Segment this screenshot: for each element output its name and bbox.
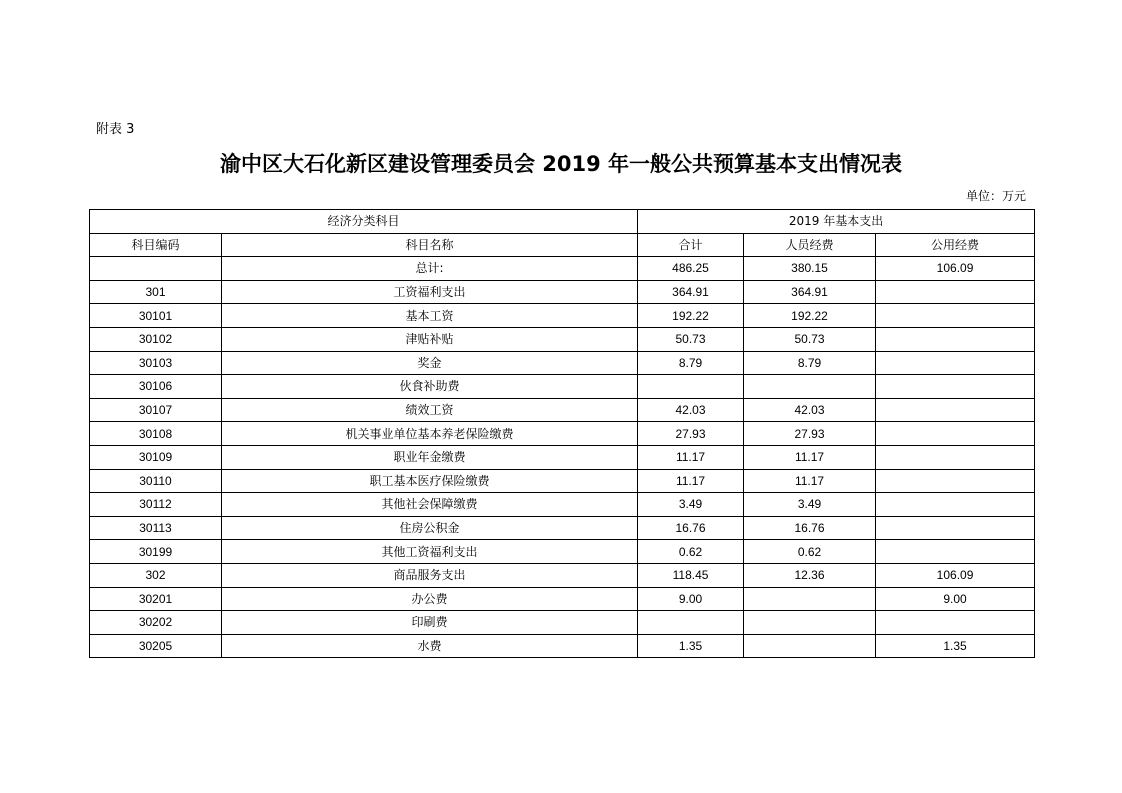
cell-name: 工资福利支出 xyxy=(222,280,638,304)
economic-category-header: 经济分类科目 xyxy=(90,210,638,234)
cell-code: 30199 xyxy=(90,540,222,564)
cell-name: 办公费 xyxy=(222,587,638,611)
cell-name: 机关事业单位基本养老保险缴费 xyxy=(222,422,638,446)
cell-name: 基本工资 xyxy=(222,304,638,328)
cell-name: 其他工资福利支出 xyxy=(222,540,638,564)
cell-total: 486.25 xyxy=(638,257,744,281)
column-header-code: 科目编码 xyxy=(90,233,222,257)
cell-name: 伙食补助费 xyxy=(222,375,638,399)
cell-public: 106.09 xyxy=(876,563,1035,587)
table-row xyxy=(90,304,1035,328)
table-row xyxy=(90,351,1035,375)
cell-public xyxy=(876,327,1035,351)
table-row xyxy=(90,563,1035,587)
cell-name: 水费 xyxy=(222,634,638,658)
cell-name: 职业年金缴费 xyxy=(222,445,638,469)
cell-code: 30102 xyxy=(90,327,222,351)
cell-total: 3.49 xyxy=(638,493,744,517)
cell-code: 30103 xyxy=(90,351,222,375)
table-row xyxy=(90,398,1035,422)
column-header-row xyxy=(90,233,1035,257)
table-row xyxy=(90,493,1035,517)
cell-personnel xyxy=(744,375,876,399)
cell-total: 9.00 xyxy=(638,587,744,611)
page-title: 渝中区大石化新区建设管理委员会 2019 年一般公共预算基本支出情况表 xyxy=(219,152,903,176)
cell-public: 1.35 xyxy=(876,634,1035,658)
cell-personnel: 16.76 xyxy=(744,516,876,540)
cell-total: 1.35 xyxy=(638,634,744,658)
cell-code: 302 xyxy=(90,563,222,587)
cell-name: 住房公积金 xyxy=(222,516,638,540)
cell-code xyxy=(90,257,222,281)
table-row xyxy=(90,257,1035,281)
table-row xyxy=(90,540,1035,564)
cell-code: 30201 xyxy=(90,587,222,611)
cell-personnel: 364.91 xyxy=(744,280,876,304)
group-header-row xyxy=(90,210,1035,234)
cell-personnel: 3.49 xyxy=(744,493,876,517)
cell-public: 9.00 xyxy=(876,587,1035,611)
cell-name: 总计: xyxy=(222,257,638,281)
cell-code: 30110 xyxy=(90,469,222,493)
table-row xyxy=(90,327,1035,351)
column-header-personnel: 人员经费 xyxy=(744,233,876,257)
cell-public xyxy=(876,540,1035,564)
cell-public xyxy=(876,280,1035,304)
basic-expenditure-header: 2019 年基本支出 xyxy=(638,210,1035,234)
cell-name: 绩效工资 xyxy=(222,398,638,422)
cell-total: 11.17 xyxy=(638,469,744,493)
cell-public xyxy=(876,398,1035,422)
cell-total xyxy=(638,611,744,635)
table-row xyxy=(90,516,1035,540)
cell-personnel: 11.17 xyxy=(744,469,876,493)
cell-name: 商品服务支出 xyxy=(222,563,638,587)
annex-label: 附表 3 xyxy=(96,122,135,137)
cell-personnel: 8.79 xyxy=(744,351,876,375)
cell-public xyxy=(876,469,1035,493)
cell-total: 118.45 xyxy=(638,563,744,587)
cell-personnel: 192.22 xyxy=(744,304,876,328)
cell-name: 职工基本医疗保险缴费 xyxy=(222,469,638,493)
cell-total: 192.22 xyxy=(638,304,744,328)
cell-public xyxy=(876,304,1035,328)
cell-public xyxy=(876,611,1035,635)
cell-personnel: 27.93 xyxy=(744,422,876,446)
cell-code: 30113 xyxy=(90,516,222,540)
cell-code: 30101 xyxy=(90,304,222,328)
cell-public xyxy=(876,516,1035,540)
cell-code: 30202 xyxy=(90,611,222,635)
column-header-total: 合计 xyxy=(638,233,744,257)
cell-code: 30205 xyxy=(90,634,222,658)
cell-name: 津贴补贴 xyxy=(222,327,638,351)
cell-total: 27.93 xyxy=(638,422,744,446)
cell-personnel: 0.62 xyxy=(744,540,876,564)
cell-public xyxy=(876,351,1035,375)
cell-personnel: 380.15 xyxy=(744,257,876,281)
cell-personnel: 42.03 xyxy=(744,398,876,422)
table-row xyxy=(90,587,1035,611)
cell-total: 0.62 xyxy=(638,540,744,564)
unit-label: 单位：万元 xyxy=(965,189,1026,203)
cell-total: 50.73 xyxy=(638,327,744,351)
cell-personnel: 11.17 xyxy=(744,445,876,469)
cell-public xyxy=(876,445,1035,469)
column-header-name: 科目名称 xyxy=(222,233,638,257)
table-row xyxy=(90,375,1035,399)
cell-total xyxy=(638,375,744,399)
cell-public xyxy=(876,375,1035,399)
cell-code: 30112 xyxy=(90,493,222,517)
cell-total: 11.17 xyxy=(638,445,744,469)
cell-name: 奖金 xyxy=(222,351,638,375)
cell-code: 301 xyxy=(90,280,222,304)
cell-personnel xyxy=(744,634,876,658)
cell-name: 印刷费 xyxy=(222,611,638,635)
cell-total: 8.79 xyxy=(638,351,744,375)
cell-personnel xyxy=(744,611,876,635)
cell-total: 364.91 xyxy=(638,280,744,304)
table-row xyxy=(90,422,1035,446)
cell-total: 42.03 xyxy=(638,398,744,422)
cell-personnel: 50.73 xyxy=(744,327,876,351)
cell-code: 30108 xyxy=(90,422,222,446)
budget-table xyxy=(89,209,1035,658)
table-row xyxy=(90,611,1035,635)
table-body xyxy=(90,257,1035,658)
cell-public xyxy=(876,493,1035,517)
cell-code: 30106 xyxy=(90,375,222,399)
table-header xyxy=(90,210,1035,257)
cell-code: 30107 xyxy=(90,398,222,422)
cell-public: 106.09 xyxy=(876,257,1035,281)
cell-code: 30109 xyxy=(90,445,222,469)
table-row xyxy=(90,634,1035,658)
column-header-public: 公用经费 xyxy=(876,233,1035,257)
table-row xyxy=(90,280,1035,304)
cell-total: 16.76 xyxy=(638,516,744,540)
table-row xyxy=(90,445,1035,469)
cell-personnel xyxy=(744,587,876,611)
cell-public xyxy=(876,422,1035,446)
cell-name: 其他社会保障缴费 xyxy=(222,493,638,517)
table-row xyxy=(90,469,1035,493)
cell-personnel: 12.36 xyxy=(744,563,876,587)
